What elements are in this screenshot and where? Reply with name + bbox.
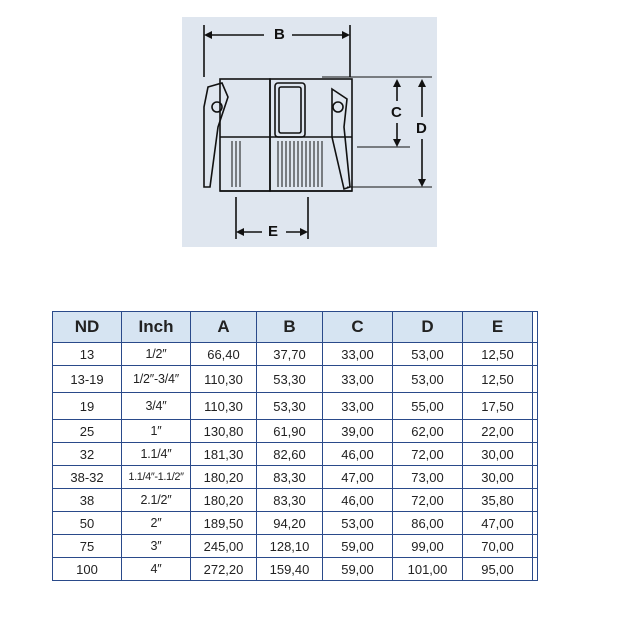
cell-edge	[533, 489, 538, 512]
header-d: D	[393, 312, 463, 343]
cell-a: 189,50	[191, 512, 257, 535]
cell-b: 53,30	[257, 366, 323, 393]
header-c: C	[323, 312, 393, 343]
table-row	[53, 535, 538, 558]
dimension-label-e: E	[268, 223, 279, 240]
cell-nd: 38	[53, 489, 122, 512]
cell-nd: 75	[53, 535, 122, 558]
table-row	[53, 420, 538, 443]
cell-inch: 3″	[122, 535, 191, 558]
table-row	[53, 366, 538, 393]
cell-e: 47,00	[463, 512, 533, 535]
cell-d: 99,00	[393, 535, 463, 558]
cell-e: 17,50	[463, 393, 533, 420]
cell-b: 159,40	[257, 558, 323, 581]
table-row	[53, 393, 538, 420]
cell-a: 110,30	[191, 366, 257, 393]
cell-b: 83,30	[257, 489, 323, 512]
cell-e: 30,00	[463, 443, 533, 466]
cell-edge	[533, 512, 538, 535]
cell-inch: 1.1/4″-1.1/2″	[122, 466, 191, 489]
cell-a: 245,00	[191, 535, 257, 558]
cell-nd: 100	[53, 558, 122, 581]
cell-inch: 1/2″-3/4″	[122, 366, 191, 393]
cell-c: 59,00	[323, 535, 393, 558]
cell-edge	[533, 443, 538, 466]
cell-c: 33,00	[323, 393, 393, 420]
cell-a: 181,30	[191, 443, 257, 466]
cell-d: 73,00	[393, 466, 463, 489]
dimension-label-d: D	[416, 120, 427, 137]
header-inch: Inch	[122, 312, 191, 343]
cell-nd: 50	[53, 512, 122, 535]
lever-pin-right	[333, 102, 343, 112]
cell-d: 62,00	[393, 420, 463, 443]
cell-nd: 13	[53, 343, 122, 366]
cell-edge	[533, 466, 538, 489]
header-e: E	[463, 312, 533, 343]
cell-inch: 3/4″	[122, 393, 191, 420]
cell-inch: 4″	[122, 558, 191, 581]
cell-b: 53,30	[257, 393, 323, 420]
cell-nd: 25	[53, 420, 122, 443]
cell-edge	[533, 393, 538, 420]
cell-edge	[533, 535, 538, 558]
cell-a: 130,80	[191, 420, 257, 443]
cell-e: 30,00	[463, 466, 533, 489]
cell-d: 101,00	[393, 558, 463, 581]
cell-d: 53,00	[393, 366, 463, 393]
cell-a: 110,30	[191, 393, 257, 420]
table-row	[53, 443, 538, 466]
header-edge	[533, 312, 538, 343]
cell-e: 95,00	[463, 558, 533, 581]
cell-c: 46,00	[323, 489, 393, 512]
header-nd: ND	[53, 312, 122, 343]
cell-nd: 19	[53, 393, 122, 420]
cell-inch: 2″	[122, 512, 191, 535]
coupling-window-inner	[279, 87, 301, 133]
thread-hatching	[232, 141, 322, 187]
header-b: B	[257, 312, 323, 343]
cell-a: 180,20	[191, 489, 257, 512]
cell-e: 35,80	[463, 489, 533, 512]
table-row	[53, 466, 538, 489]
cell-b: 128,10	[257, 535, 323, 558]
cell-c: 39,00	[323, 420, 393, 443]
table-row	[53, 343, 538, 366]
cell-edge	[533, 558, 538, 581]
dimension-label-b: B	[274, 26, 285, 43]
cell-a: 66,40	[191, 343, 257, 366]
cell-e: 12,50	[463, 366, 533, 393]
cell-inch: 2.1/2″	[122, 489, 191, 512]
cell-a: 272,20	[191, 558, 257, 581]
cell-b: 83,30	[257, 466, 323, 489]
cell-c: 33,00	[323, 366, 393, 393]
cell-b: 82,60	[257, 443, 323, 466]
header-a: A	[191, 312, 257, 343]
cell-edge	[533, 343, 538, 366]
cell-c: 33,00	[323, 343, 393, 366]
cell-nd: 38-32	[53, 466, 122, 489]
cell-d: 53,00	[393, 343, 463, 366]
table-row	[53, 558, 538, 581]
cell-edge	[533, 366, 538, 393]
table-header-row	[53, 312, 538, 343]
cell-c: 46,00	[323, 443, 393, 466]
table-row	[53, 489, 538, 512]
cell-e: 70,00	[463, 535, 533, 558]
cell-e: 22,00	[463, 420, 533, 443]
table-row	[53, 512, 538, 535]
coupling-diagram-svg	[182, 17, 437, 247]
cell-c: 59,00	[323, 558, 393, 581]
cell-a: 180,20	[191, 466, 257, 489]
cell-d: 55,00	[393, 393, 463, 420]
dimension-label-c: C	[391, 104, 402, 121]
dimension-arrowheads	[204, 31, 426, 236]
cell-e: 12,50	[463, 343, 533, 366]
cell-c: 47,00	[323, 466, 393, 489]
cell-b: 37,70	[257, 343, 323, 366]
cell-inch: 1″	[122, 420, 191, 443]
coupling-technical-drawing	[182, 17, 437, 247]
cell-b: 94,20	[257, 512, 323, 535]
cell-nd: 32	[53, 443, 122, 466]
cell-inch: 1/2″	[122, 343, 191, 366]
cell-d: 72,00	[393, 489, 463, 512]
cell-d: 72,00	[393, 443, 463, 466]
cell-d: 86,00	[393, 512, 463, 535]
cell-edge	[533, 420, 538, 443]
cell-b: 61,90	[257, 420, 323, 443]
cell-inch: 1.1/4″	[122, 443, 191, 466]
cell-c: 53,00	[323, 512, 393, 535]
dimensions-table	[52, 311, 538, 581]
cam-lever-left	[204, 83, 228, 187]
cell-nd: 13-19	[53, 366, 122, 393]
